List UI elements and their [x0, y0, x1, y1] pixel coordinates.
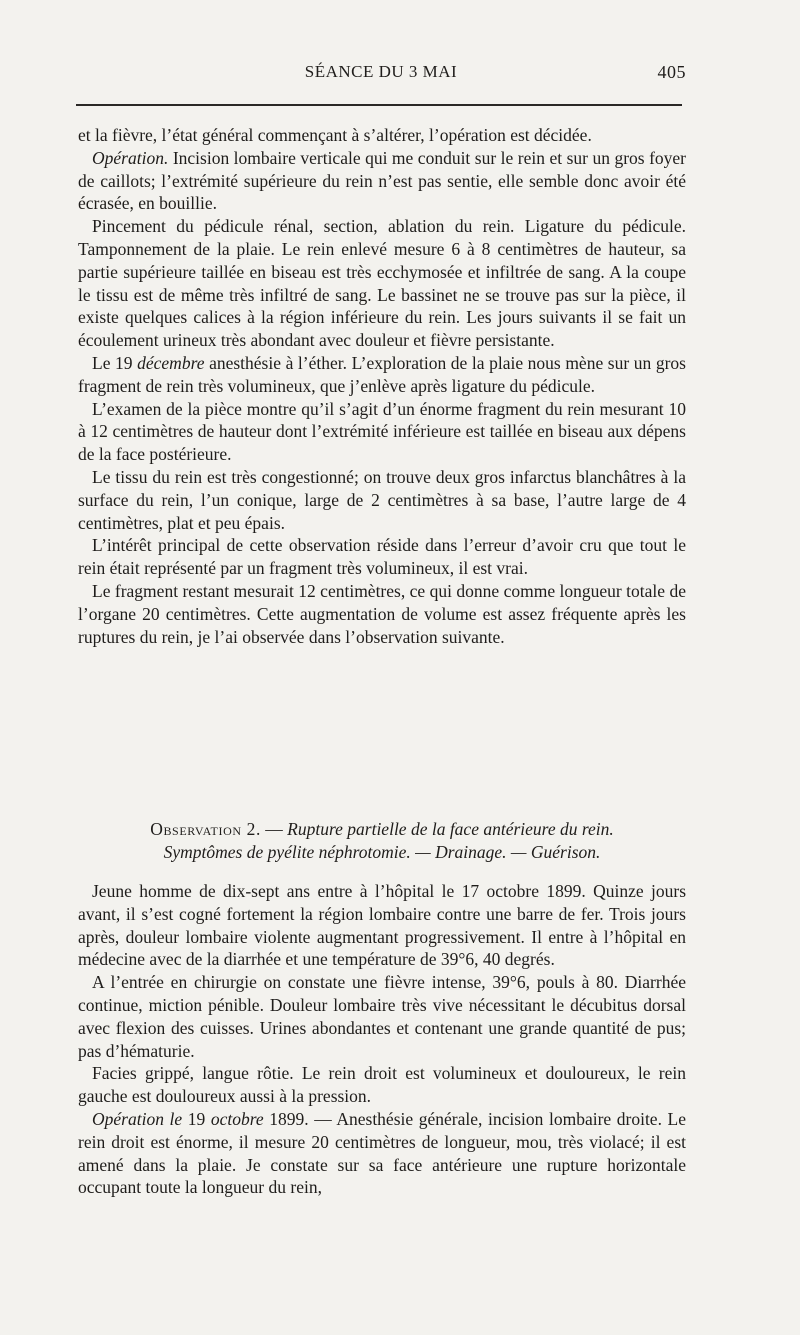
paragraph: A l’entrée en chirurgie on constate une fièvre intense, 39°6, pouls à 80. Diarrhée continue, miction pénible. Douleur lombaire très vive nécessitant le décubitus dorsal avec flexion des cuisses. Urines abondantes et contenant une grande quantité de pus; pas d’hématurie. [78, 972, 686, 1061]
paragraph: Jeune homme de dix-sept ans entre à l’hôpital le 17 octobre 1899. Quinze jours avant, il s’est cogné fortement la région lombaire contre une barre de fer. Trois jours après, douleur lombaire violente augmentant progressivement. Il entre à l’hôpital en médecine avec de la diarrhée et une température de 39°6, 40 degrés. [78, 881, 686, 970]
observation-title-line1: Rupture partielle de la face antérieure du rein. [287, 819, 614, 839]
page-number: 405 [657, 62, 686, 82]
paragraph [78, 147, 686, 215]
observation-heading [78, 818, 686, 864]
paragraph: et la fièvre, l’état général commençant à s’altérer, l’opération est décidée. [78, 125, 592, 145]
paragraph: Le fragment restant mesurait 12 centimètres, ce qui donne comme longueur totale de l’organe 20 centimètres. Cette augmentation de volume est assez fréquente après les ruptures du rein, je l’ai observée dans l’observation suivante. [78, 580, 686, 647]
section-2 [78, 880, 686, 1199]
text-run: 19 [182, 1108, 211, 1129]
italic-run: Opération le [92, 1108, 183, 1129]
italic-run: décembre [137, 352, 205, 373]
section-1 [78, 124, 686, 648]
paragraph: Facies grippé, langue rôtie. Le rein droit est volumineux et douloureux, le rein gauche est douloureux aussi à la pression. [78, 1063, 686, 1107]
running-title: SÉANCE DU 3 MAI [304, 62, 458, 81]
paragraph: Le tissu du rein est très congestionné; on trouve deux gros infarctus blanchâtres à la surface du rein, l’un conique, large de 2 centimètres à sa base, l’autre large de 4 centimètres, plat et peu épais. [78, 466, 686, 533]
italic-run: octobre [210, 1108, 264, 1129]
paragraph [78, 1108, 686, 1199]
italic-run: Opération. [92, 147, 169, 168]
text-run: 1899. — Anesthésie générale, incision lombaire droite. Le rein droit est énorme, il mesure 20 centimètres de longueur, mou, très violacé; il est amené dans la plaie. Je constate sur sa face antérieure une rupture horizontale occupant toute la longueur du rein, [78, 1108, 687, 1198]
text-run: Incision lombaire verticale qui me conduit sur le rein et sur un gros foyer de caillots; l’extrémité supérieure du rein n’est pas sentie, elle semble donc avoir été écrasée, en bouillie. [78, 147, 686, 214]
paragraph: L’examen de la pièce montre qu’il s’agit d’un énorme fragment du rein mesurant 10 à 12 centimètres de hauteur dont l’extrémité inférieure est taillée en biseau aux dépens de la face postérieure. [78, 398, 686, 465]
paragraph: Pincement du pédicule rénal, section, ablation du rein. Ligature du pédicule. Tamponnement de la plaie. Le rein enlevé mesure 6 à 8 centimètres de hauteur, sa partie supérieure taillée en biseau est très ecchymosée et infiltrée de sang. A la coupe le tissu est de même très infiltré de sang. Le bassinet ne se trouve pas sur la pièce, il existe quelques calices à la région inférieure du rein. Les jours suivants il se fait un écoulement urineux très abondant avec douleur et fièvre persistante. [78, 216, 686, 351]
heading-dash: — [260, 819, 288, 839]
observation-label: Observation 2. [150, 819, 261, 839]
observation-heading-line2 [78, 841, 686, 864]
header-rule [76, 104, 682, 106]
observation-title-line2: Symptômes de pyélite néphrotomie. — Drainage. — Guérison. [163, 842, 601, 862]
paragraph [78, 352, 686, 398]
text-run: Le 19 [92, 352, 138, 373]
observation-heading-line1 [78, 818, 686, 841]
paragraph: L’intérêt principal de cette observation réside dans l’erreur d’avoir cru que tout le rein était représenté par un fragment très volumineux, il est vrai. [78, 535, 686, 579]
text-run: anesthésie à l’éther. L’exploration de la plaie nous mène sur un gros fragment de rein très volumineux, que j’enlève après ligature du pédicule. [78, 352, 686, 396]
